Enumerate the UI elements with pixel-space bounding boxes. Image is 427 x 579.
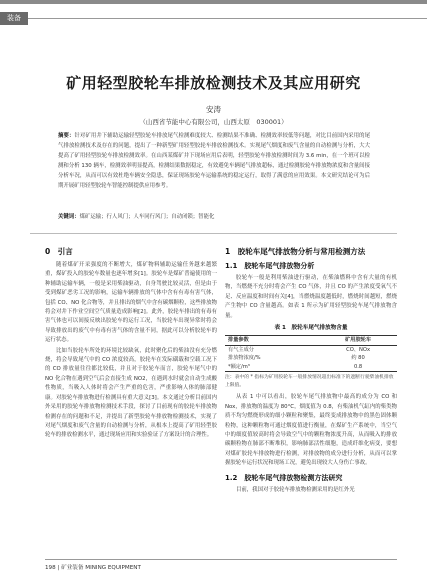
keywords-label: 关键词： [58, 214, 80, 220]
abstract [58, 131, 370, 191]
table-cell: 排放物浓度/% [228, 355, 261, 362]
table-row [225, 363, 397, 372]
table-cell: *额定/m³ [225, 363, 319, 372]
article-title: 矿用轻型胶轮车排放检测技术及其应用研究 [66, 74, 361, 92]
table-header-cell: 排量参数 [225, 336, 319, 346]
emissions-table [225, 335, 397, 372]
table-cell: CO、NOx [346, 346, 371, 353]
intro-paragraph-2: 比如当胶轮车所处的环境比较缺氧，此时聚化后的柴油没有充分燃烧，将会导致尾气中的 CO 浓度较高，胶轮车在发际磺载和空载工况下的 CO 排放量往往都比较低，并且对于胶轮车而言，胶轮车尾气中的 NO 化合物在遇到空气后会直接生成 NO2，在遇到水时就会自动生成酸性物质，当吸入人体时将会产生严重的危害，严重影响人体的肺部健康。对胶轮车排放物进行检测具有重大意义[3]。本文通过分析目前国内外采用的胶轮车排放物检测技术手段，探讨了目前现有的胶轮车排放物检测存在的问题和不足，并提出了新型胶轮车排放物检测技术，实现了对尾气烟度和废气含量的自动检测与分析，从根本上提高了矿用轻型胶轮车的排放检测水平，通过现场应用和实验验证了方案设计的合理性。 [45, 347, 217, 439]
top-bar [0, 0, 427, 4]
author: 安涛 [206, 105, 221, 114]
table-row [225, 354, 397, 363]
abstract-label: 摘要： [58, 133, 75, 139]
page-footer: 198 | 矿业装备 MINING EQUIPMENT [45, 565, 141, 571]
right-column [225, 247, 397, 496]
section-tag: 装备 [0, 12, 28, 25]
section1-heading: 1 胶轮车尾气排放物分析与常用检测方法 [225, 247, 366, 256]
table-header-cell: 矿用胶轮车 [319, 336, 397, 346]
table-cell: 约 80 [351, 355, 365, 362]
keywords-text: 煤矿运输；行人风门；人车同行风门；自动闭锁；智能化 [79, 214, 215, 220]
intro-paragraph-1: 随着煤矿开采强度的不断增大，煤矿物料辅助运输任务越来越繁重，煤矿投入的胶轮车数量也逐年增多[1]。胶轮车是煤矿普遍使用的一种辅助运输车辆，一般是采用柴油驱动，自身驾驶比较灵活，但是由于受到煤矿恶劣工况的影响，运输车辆排放的气体中含有有毒有害气体，包括 CO、NO 化合物等，并且排出的烟气中含有碳烟颗粒，这些排放物将会对井下作业空间空气质量造成影响[2]。此外，胶轮车排出的有毒有害气体也可以间接反映出胶轮车的运行工况，当胶轮车出现异常时将会导致排放出的废气中有毒有害气体的含量不同，据此可以分析胶轮车的运行状态。 [45, 262, 217, 344]
section1-2-heading: 1.2 胶轮车尾气排放物检测方法研究 [225, 473, 343, 482]
section1-2-paragraph: 目前，我国对于胶轮车排放物检测采用的是红外光 [236, 486, 355, 493]
table-title: 表 1 胶轮车尾气排放物含量 [274, 325, 348, 332]
intro-heading: 0 引言 [45, 247, 73, 256]
affiliation: （山西省节能中心有限公司，山西太原 030001） [139, 118, 288, 126]
section-divider [30, 233, 397, 234]
table-cell: 有气主成分 [228, 346, 254, 353]
table-header-row [225, 336, 397, 346]
section1-1-heading: 1.1 胶轮车尾气排放物分析 [225, 262, 315, 270]
left-column [45, 247, 217, 442]
section1-1-paragraph: 胶轮车一般是利用柴油进行驱动，在柴油燃料中含有大量的有机物，当燃烧不充分时将会产生 CO 气体，并且 CO 的产生浓度受氧气不足、反应温度和时间有关[4]，当燃烧温度越低时，燃烧时间越短，燃烧产生物中 CO 含量越高。如表 1 所示为矿用轻型胶轮车尾气排放物含量。 [225, 275, 397, 319]
table-cell: 0.8 [319, 363, 397, 372]
table-row [225, 345, 397, 354]
footer-rule [45, 559, 397, 560]
keywords [58, 212, 370, 222]
abstract-text: 针对矿用井下辅助运输轻型胶轮车排放尾气检测难度较大、检测结果不准确、检测效率较低等问题，对比目前国内采用的尾气排放检测技术及存在的问题，提出了一种新型矿用轻型胶轮车排放检测技术。实现尾气烟度和废气含量的自动检测与分析，大大提高了矿用轻型胶轮车排放检测效率。在山西某煤矿井下现场应用后表明，轻型胶轮车排放检测时间为 3.6 min，在一个班可以检测和分析 130 辆车，检测效率明显提高，检测结果数据稳定，有效避免车辆尾气排放超标，通过检测胶轮车排放物浓度和含量间接分析车况，从而可以有效杜绝车辆安全隐患，保证现场胶轮车运输系统的稳定运行，取得了满意的应用效果。本文研究结论可为后期开展矿用轻型胶轮车智能控制提供应用参考。 [58, 133, 370, 189]
table-note: 注：表中的 * 指标为矿用胶轮车一般排放情况超出标准下的遮断行驶柴油机排放上限值。 [225, 375, 394, 389]
section1-1-paragraph-2: 从表 1 中可以看出，胶轮车尾气排放物中最高的成分为 CO 和 Nox，排放物的温度为 80°C，烟度值为 0.8，有柴油机气缸内的柴类物质不均匀燃烧形成的细小颗粒和聚集，最终变成排放物中的黑色固体颗粒物，这种颗粒物可通过烟度值进行衡量，在煤矿生产系统中，当空气中的细度值较高时将会导致空气中的颗粒物浓度升高，从而吸入的排放碳颗粒物在肺部不断堆积，影响肺部活性细胞，造成纤维化病变，要想对煤矿胶轮车排放物进行检测，对排放物的成分进行分析，从而可以掌握胶轮车运行状况和现场工况，避免出现较大人身伤亡事故。 [225, 394, 397, 467]
header-rule [28, 18, 427, 19]
